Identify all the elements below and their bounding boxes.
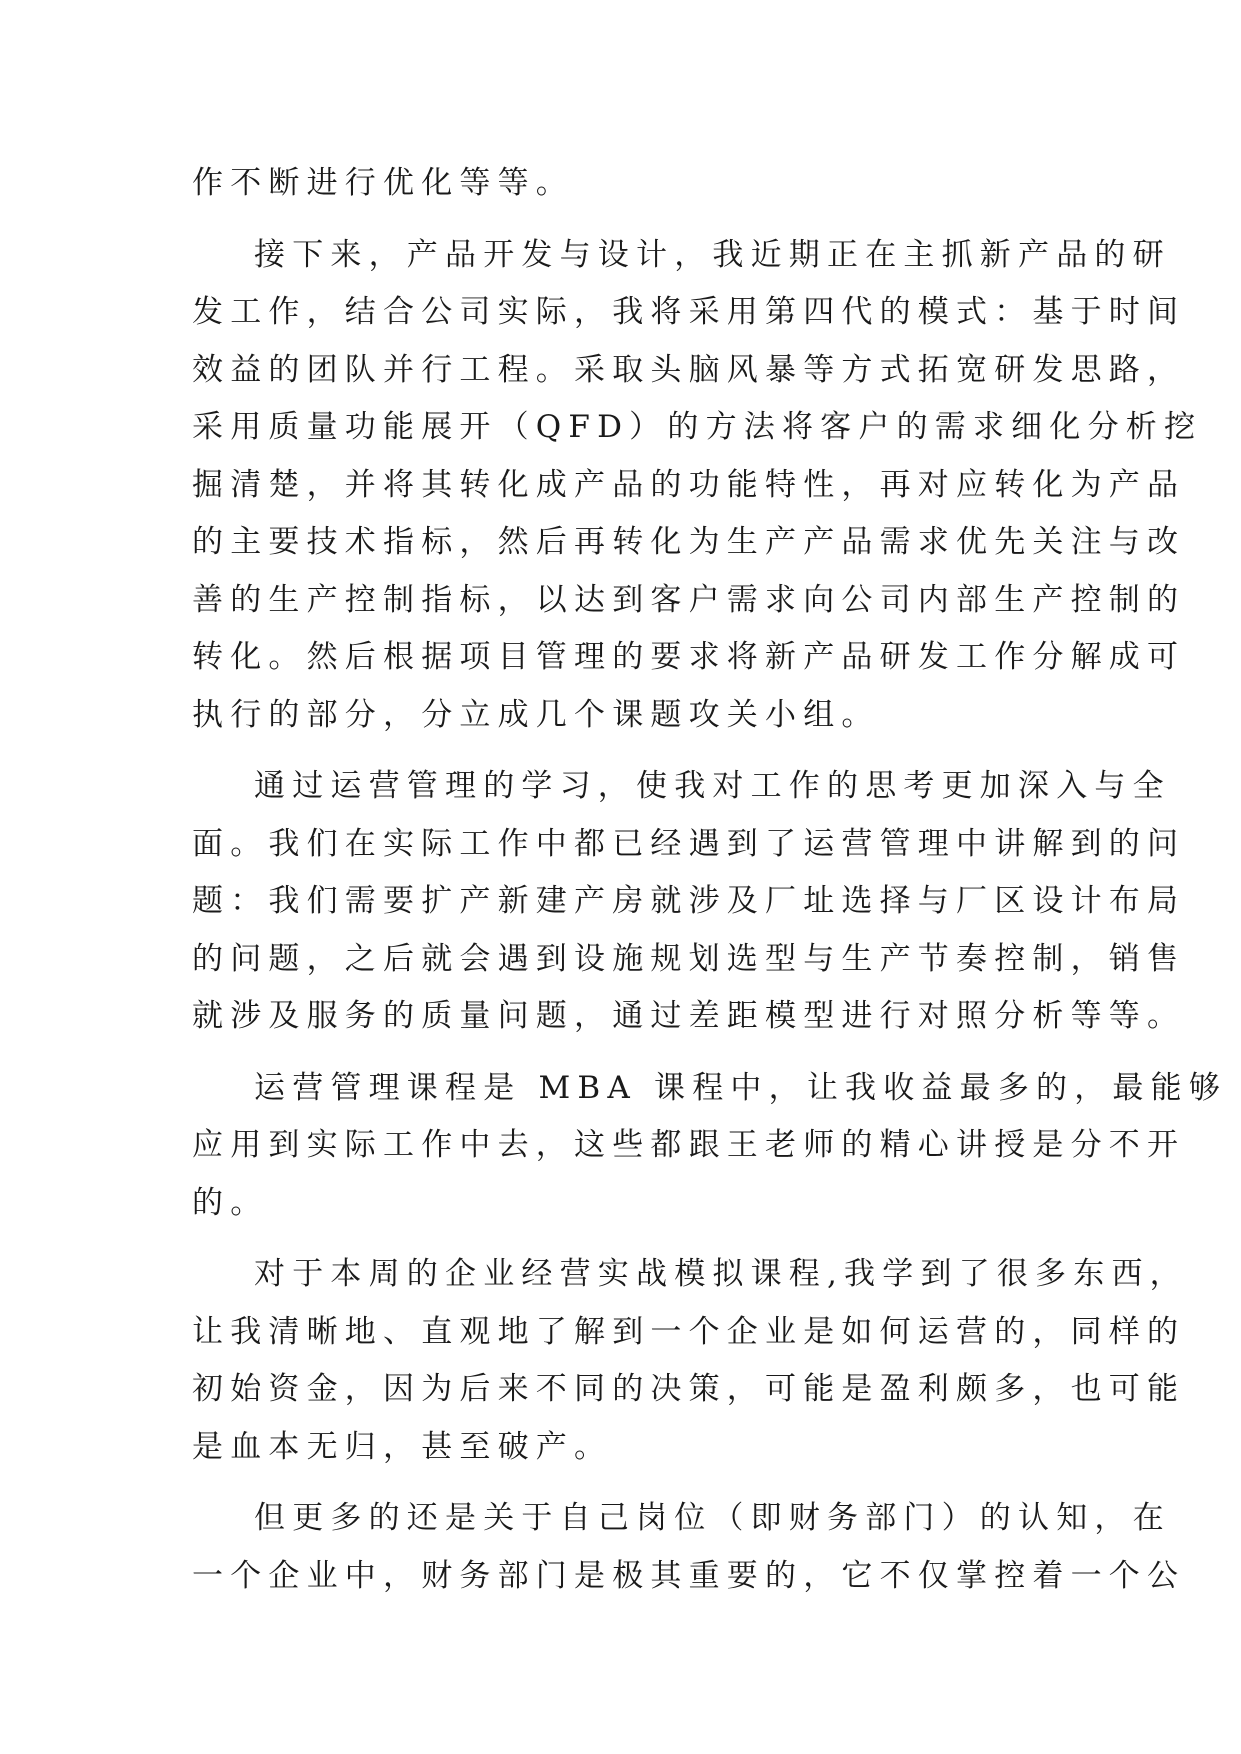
text-line: 的问题，之后就会遇到设施规划选型与生产节奏控制，销售 xyxy=(192,940,1186,977)
text-line: 一个企业中，财务部门是极其重要的，它不仅掌控着一个公 xyxy=(192,1557,1186,1594)
paragraph-first-line: 运营管理课程是 MBA 课程中，让我收益最多的，最能够 xyxy=(254,1069,1228,1106)
text-line: 转化。然后根据项目管理的要求将新产品研发工作分解成可 xyxy=(192,639,1186,675)
text-line: 效益的团队并行工程。采取头脑风暴等方式拓宽研发思路， xyxy=(192,351,1186,388)
body-text xyxy=(192,155,1228,1605)
paragraph-gap xyxy=(192,1046,1062,1060)
text-line: 题：我们需要扩产新建产房就涉及厂址选择与厂区设计布局 xyxy=(192,883,1186,919)
paragraph-first-line: 对于本周的企业经营实战模拟课程,我学到了很多东西， xyxy=(254,1256,1188,1292)
paragraph-gap xyxy=(192,213,1062,227)
text-line: 的主要技术指标，然后再转化为生产产品需求优先关注与改 xyxy=(192,524,1186,560)
paragraph-gap xyxy=(192,1476,1062,1490)
text-line: 掘清楚，并将其转化成产品的功能特性，再对应转化为产品 xyxy=(192,466,1186,503)
paragraph-first-line: 接下来，产品开发与设计，我近期正在主抓新产品的研 xyxy=(254,236,1171,273)
text-line: 让我清晰地、直观地了解到一个企业是如何运营的，同样的 xyxy=(192,1313,1186,1350)
text-line: 是血本无归，甚至破产。 xyxy=(192,1428,613,1465)
paragraph-gap xyxy=(192,1232,1062,1246)
text-line: 作不断进行优化等等。 xyxy=(192,165,574,201)
text-line: 的。 xyxy=(192,1184,269,1221)
text-line: 善的生产控制指标，以达到客户需求向公司内部生产控制的 xyxy=(192,581,1186,618)
text-line: 发工作，结合公司实际，我将采用第四代的模式：基于时间 xyxy=(192,294,1186,330)
paragraph-first-line: 通过运营管理的学习，使我对工作的思考更加深入与全 xyxy=(254,768,1171,804)
paragraph-gap xyxy=(192,744,1062,758)
paragraph-first-line: 但更多的还是关于自己岗位（即财务部门）的认知，在 xyxy=(254,1500,1171,1536)
text-line: 采用质量功能展开（QFD）的方法将客户的需求细化分析挖 xyxy=(192,409,1203,445)
text-line: 初始资金，因为后来不同的决策，可能是盈利颇多，也可能 xyxy=(192,1371,1186,1407)
text-line: 面。我们在实际工作中都已经遇到了运营管理中讲解到的问 xyxy=(192,825,1186,862)
text-line: 就涉及服务的质量问题，通过差距模型进行对照分析等等。 xyxy=(192,998,1186,1034)
text-line: 执行的部分，分立成几个课题攻关小组。 xyxy=(192,696,880,733)
text-line: 应用到实际工作中去，这些都跟王老师的精心讲授是分不开 xyxy=(192,1127,1186,1163)
